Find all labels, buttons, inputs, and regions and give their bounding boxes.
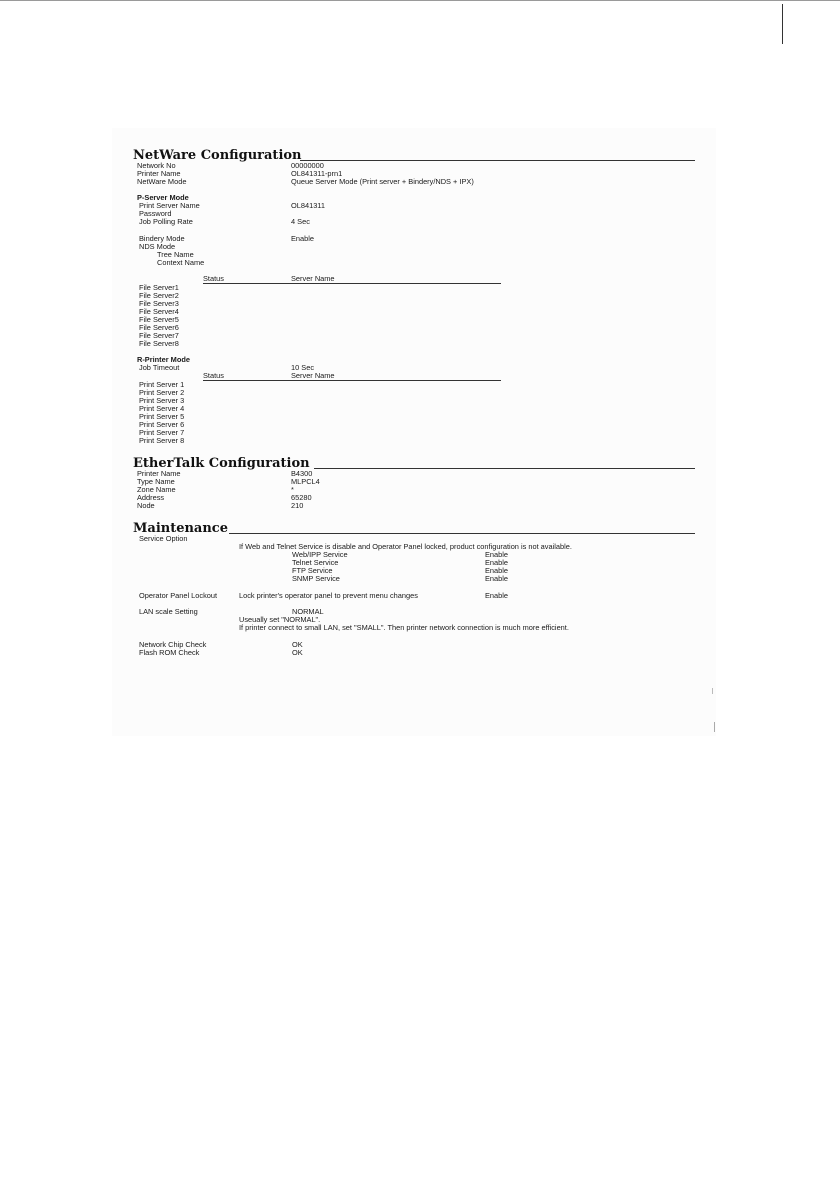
netware-section-title: NetWare Configuration — [133, 148, 302, 163]
service-name: Web/IPP Service — [292, 550, 348, 559]
file-server-name-header: Server Name — [291, 274, 335, 283]
table-header-rule — [203, 380, 501, 381]
et-printer-name-label: Printer Name — [137, 469, 181, 478]
scan-edge-mark — [714, 722, 715, 732]
print-server-status-header: Status — [203, 371, 224, 380]
address-value: 65280 — [291, 493, 312, 502]
printer-name-label: Printer Name — [137, 169, 181, 178]
print-server-name-header: Server Name — [291, 371, 335, 380]
job-timeout-label: Job Timeout — [139, 363, 180, 372]
netware-mode-value: Queue Server Mode (Print server + Bindery/NDS + IPX) — [291, 177, 474, 186]
print-server-row: Print Server 3 — [139, 396, 185, 405]
rprinter-mode-heading: R-Printer Mode — [137, 355, 190, 364]
operator-panel-lockout-value: Enable — [485, 591, 509, 600]
netware-mode-label: NetWare Mode — [137, 177, 187, 186]
service-option-label: Service Option — [139, 534, 188, 543]
print-server-row: Print Server 6 — [139, 420, 185, 429]
page-corner-mark — [782, 4, 783, 44]
table-header-rule — [203, 283, 501, 284]
network-no-label: Network No — [137, 161, 176, 170]
print-server-row: Print Server 4 — [139, 404, 185, 413]
flash-rom-check-value: OK — [292, 648, 303, 657]
print-server-row: Print Server 8 — [139, 436, 185, 445]
node-value: 210 — [291, 501, 304, 510]
maintenance-section-title: Maintenance — [133, 521, 228, 536]
job-polling-rate-label: Job Polling Rate — [139, 217, 193, 226]
print-server-row: Print Server 5 — [139, 412, 185, 421]
print-server-row: Print Server 7 — [139, 428, 185, 437]
page-top-border — [0, 0, 840, 1]
service-name: FTP Service — [292, 566, 333, 575]
service-value: Enable — [485, 566, 509, 575]
network-chip-check-value: OK — [292, 640, 303, 649]
lan-scale-label: LAN scale Setting — [139, 607, 198, 616]
zone-name-label: Zone Name — [137, 485, 176, 494]
bindery-mode-label: Bindery Mode — [139, 234, 185, 243]
service-name: Telnet Service — [292, 558, 339, 567]
network-no-value: 00000000 — [291, 161, 324, 170]
password-label: Password — [139, 209, 172, 218]
tree-name-label: Tree Name — [157, 250, 194, 259]
print-server-row: Print Server 1 — [139, 380, 185, 389]
et-printer-name-value: B4300 — [291, 469, 313, 478]
type-name-value: MLPCL4 — [291, 477, 320, 486]
nds-mode-label: NDS Mode — [139, 242, 176, 251]
job-timeout-value: 10 Sec — [291, 363, 315, 372]
file-server-status-header: Status — [203, 274, 224, 283]
file-server-row: File Server4 — [139, 307, 179, 316]
service-value: Enable — [485, 550, 509, 559]
file-server-row: File Server5 — [139, 315, 179, 324]
type-name-label: Type Name — [137, 477, 175, 486]
service-option-note: If Web and Telnet Service is disable and Operator Panel locked, product configuration is not available. — [239, 542, 572, 551]
address-label: Address — [137, 493, 165, 502]
ethertalk-section-title: EtherTalk Configuration — [133, 456, 310, 471]
operator-panel-lockout-label: Operator Panel Lockout — [139, 591, 218, 600]
file-server-row: File Server6 — [139, 323, 179, 332]
file-server-row: File Server3 — [139, 299, 179, 308]
section-title-rule — [229, 533, 695, 534]
context-name-label: Context Name — [157, 258, 205, 267]
lan-scale-note: Useually set "NORMAL". — [239, 615, 321, 624]
lan-scale-note: If printer connect to small LAN, set "SMALL". Then printer network connection is much more efficient. — [239, 623, 569, 632]
service-name: SNMP Service — [292, 574, 340, 583]
section-title-rule — [314, 468, 695, 469]
service-value: Enable — [485, 558, 509, 567]
print-server-name-value: OL841311 — [291, 201, 325, 210]
operator-panel-lockout-desc: Lock printer's operator panel to prevent menu changes — [239, 591, 418, 600]
network-chip-check-label: Network Chip Check — [139, 640, 207, 649]
scan-edge-mark — [712, 688, 713, 694]
print-server-name-label: Print Server Name — [139, 201, 200, 210]
file-server-row: File Server8 — [139, 339, 179, 348]
file-server-row: File Server7 — [139, 331, 179, 340]
flash-rom-check-label: Flash ROM Check — [139, 648, 200, 657]
printer-name-value: OL841311-prn1 — [291, 169, 343, 178]
bindery-mode-value: Enable — [291, 234, 315, 243]
node-label: Node — [137, 501, 155, 510]
zone-name-value: * — [291, 485, 294, 494]
job-polling-rate-value: 4 Sec — [291, 217, 310, 226]
section-title-rule — [300, 160, 695, 161]
file-server-row: File Server2 — [139, 291, 179, 300]
service-value: Enable — [485, 574, 509, 583]
pserver-mode-heading: P-Server Mode — [137, 193, 189, 202]
file-server-row: File Server1 — [139, 283, 179, 292]
print-server-row: Print Server 2 — [139, 388, 185, 397]
lan-scale-value: NORMAL — [292, 607, 324, 616]
